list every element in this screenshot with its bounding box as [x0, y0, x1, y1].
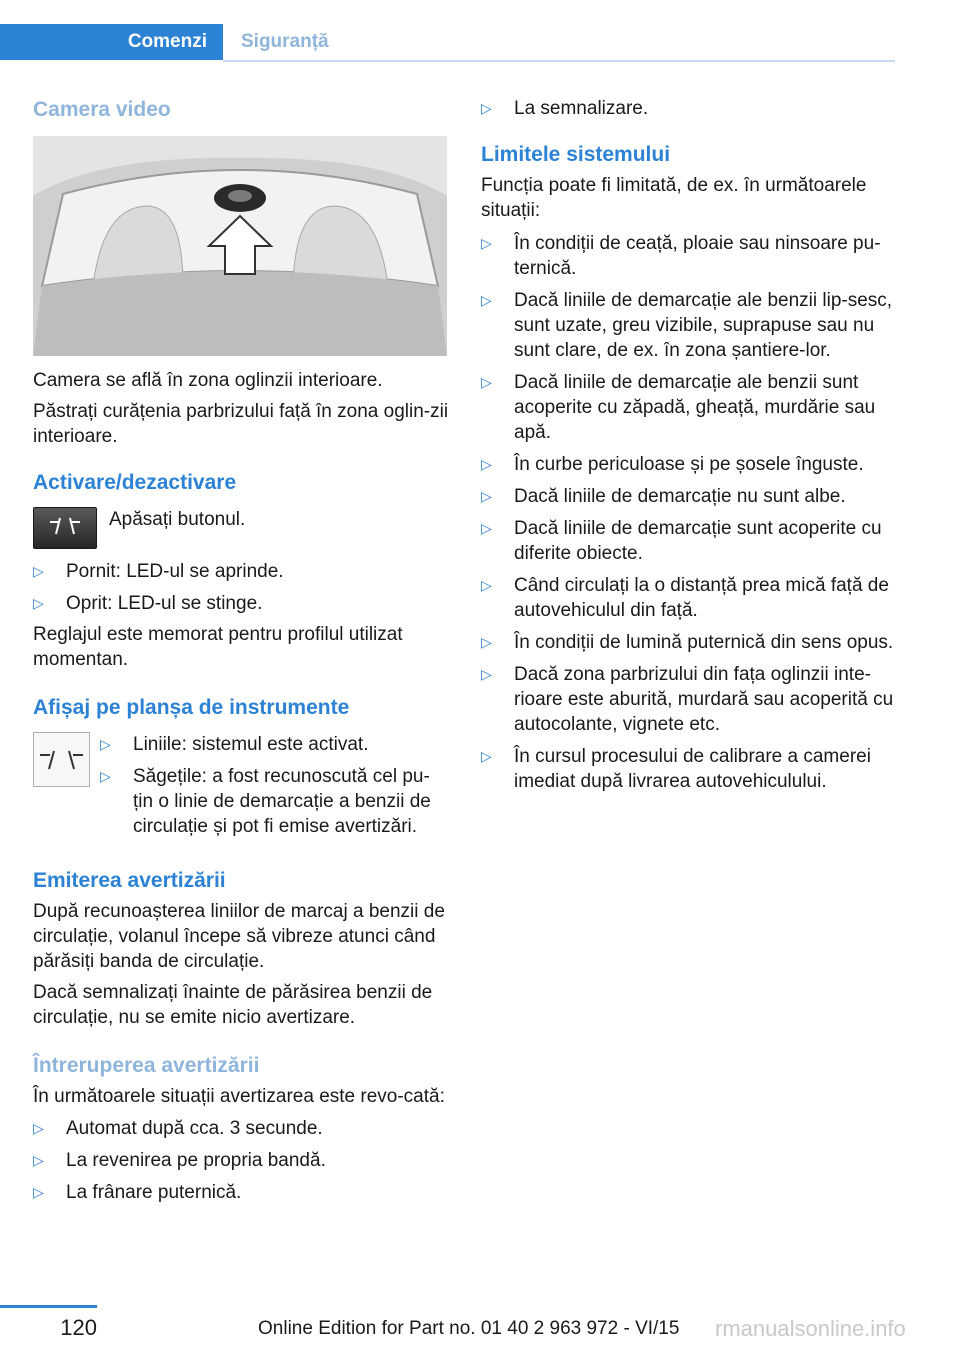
- rear-window-camera-image: [33, 136, 447, 356]
- tab-comenzi[interactable]: Comenzi: [0, 24, 223, 60]
- bullet-triangle-icon: ▷: [481, 456, 492, 472]
- continued-list: [481, 96, 895, 121]
- list-item: ▷ La semnalizare.: [481, 98, 649, 119]
- bullet-triangle-icon: ▷: [33, 1120, 44, 1136]
- interrupt-heading: Întreruperea avertizării: [33, 1054, 260, 1077]
- bullet-triangle-icon: ▷: [481, 292, 492, 308]
- bullet-triangle-icon: ▷: [481, 100, 492, 116]
- interrupt-text: În următoarele situații avertizarea este revo‐cată:: [33, 1086, 445, 1107]
- lane-lines-display-icon: [33, 732, 90, 787]
- list-item: ▷ Liniile: sistemul este activat.: [100, 734, 369, 755]
- activate-heading: Activare/dezactivare: [33, 471, 237, 494]
- display-list: [100, 732, 449, 839]
- list-item: ▷ Pornit: LED-ul se aprinde.: [33, 561, 284, 582]
- edition-text: Online Edition for Part no. 01 40 2 963 972 - VI/15: [258, 1318, 680, 1339]
- page-number: 120: [60, 1315, 97, 1340]
- bullet-triangle-icon: ▷: [481, 520, 492, 536]
- bullet-triangle-icon: ▷: [481, 488, 492, 504]
- list-item: ▷ În condiții de lumină puternică din sens opus.: [481, 632, 894, 653]
- watermark-text: rmanualsonline.info: [715, 1316, 906, 1341]
- camera-paragraph-2: Păstrați curățenia parbrizului față în zona oglin‐zii interioare.: [33, 401, 449, 447]
- bullet-triangle-icon: ▷: [33, 1184, 44, 1200]
- bullet-triangle-icon: ▷: [100, 768, 111, 784]
- left-column: [33, 96, 449, 1205]
- interrupt-list: [33, 1116, 449, 1205]
- bullet-triangle-icon: ▷: [33, 563, 44, 579]
- bullet-triangle-icon: ▷: [481, 634, 492, 650]
- limits-heading: Limitele sistemului: [481, 143, 671, 166]
- list-item: ▷ La revenirea pe propria bandă.: [33, 1150, 326, 1171]
- tab-siguranta[interactable]: Siguranță: [241, 31, 329, 52]
- header-tabs: [0, 24, 895, 62]
- bullet-triangle-icon: ▷: [100, 736, 111, 752]
- warning-paragraph-2: Dacă semnalizați înainte de părăsirea benzii de circulație, nu se emite nicio avertizare.: [33, 982, 433, 1028]
- bullet-triangle-icon: ▷: [33, 595, 44, 611]
- bullet-triangle-icon: ▷: [481, 666, 492, 682]
- footer-rule: [0, 1305, 97, 1308]
- display-heading: Afișaj pe planșa de instrumente: [33, 696, 350, 719]
- list-item: ▷ Dacă liniile de demarcație nu sunt albe.: [481, 486, 846, 507]
- camera-paragraph-1: Camera se află în zona oglinzii interioare.: [33, 370, 383, 391]
- list-item: ▷ În curbe periculoase și pe șosele înguste.: [481, 454, 864, 475]
- bullet-triangle-icon: ▷: [481, 577, 492, 593]
- list-item: ▷ Oprit: LED-ul se stinge.: [33, 593, 263, 614]
- activate-note: Reglajul este memorat pentru profilul utilizat momentan.: [33, 624, 403, 670]
- list-item: ▷ Dacă liniile de demarcație ale benzii lip‐sesc, sunt uzate, greu vizibile, suprapuse sau nu sunt clare, de ex. în zona șantiere‐lor.: [481, 290, 893, 361]
- warning-paragraph-1: După recunoașterea liniilor de marcaj a benzii de circulație, volanul începe să vibreze atunci când părăsiți banda de circulație.: [33, 901, 445, 972]
- warning-heading: Emiterea avertizării: [33, 869, 226, 892]
- list-item: ▷ Dacă liniile de demarcație ale benzii sunt acoperite cu zăpadă, gheață, murdărie sau apă.: [481, 372, 876, 443]
- list-item: ▷ Automat după cca. 3 secunde.: [33, 1118, 323, 1139]
- camera-heading: Camera video: [33, 98, 171, 121]
- list-item: ▷ Când circulați la o distanță prea mică față de autovehiculul din față.: [481, 575, 889, 621]
- list-item: ▷ La frânare puternică.: [33, 1182, 242, 1203]
- list-item: ▷ În cursul procesului de calibrare a camerei imediat după livrarea autovehiculului.: [481, 746, 871, 792]
- tab-underline: [223, 60, 895, 62]
- activate-text: Apăsați butonul.: [109, 509, 246, 530]
- limits-list: [481, 231, 895, 794]
- bullet-triangle-icon: ▷: [481, 374, 492, 390]
- list-item: ▷ Săgețile: a fost recunoscută cel pu‐țin o linie de demarcație a benzii de circulație și pot fi emise avertizări.: [100, 766, 431, 837]
- limits-text: Funcția poate fi limitată, de ex. în următoarele situații:: [481, 175, 867, 221]
- bullet-triangle-icon: ▷: [33, 1152, 44, 1168]
- lane-departure-button-icon: [33, 507, 97, 549]
- list-item: ▷ Dacă zona parbrizului din fața oglinzii inte‐rioare este aburită, murdară sau acoperită cu autocolante, vignete etc.: [481, 664, 894, 735]
- list-item: ▷ Dacă liniile de demarcație sunt acoperite cu diferite obiecte.: [481, 518, 882, 564]
- activate-list: [33, 559, 449, 616]
- right-column: [481, 96, 895, 794]
- list-item: ▷ În condiții de ceață, ploaie sau ninsoare pu‐ternică.: [481, 233, 881, 279]
- bullet-triangle-icon: ▷: [481, 748, 492, 764]
- bullet-triangle-icon: ▷: [481, 235, 492, 251]
